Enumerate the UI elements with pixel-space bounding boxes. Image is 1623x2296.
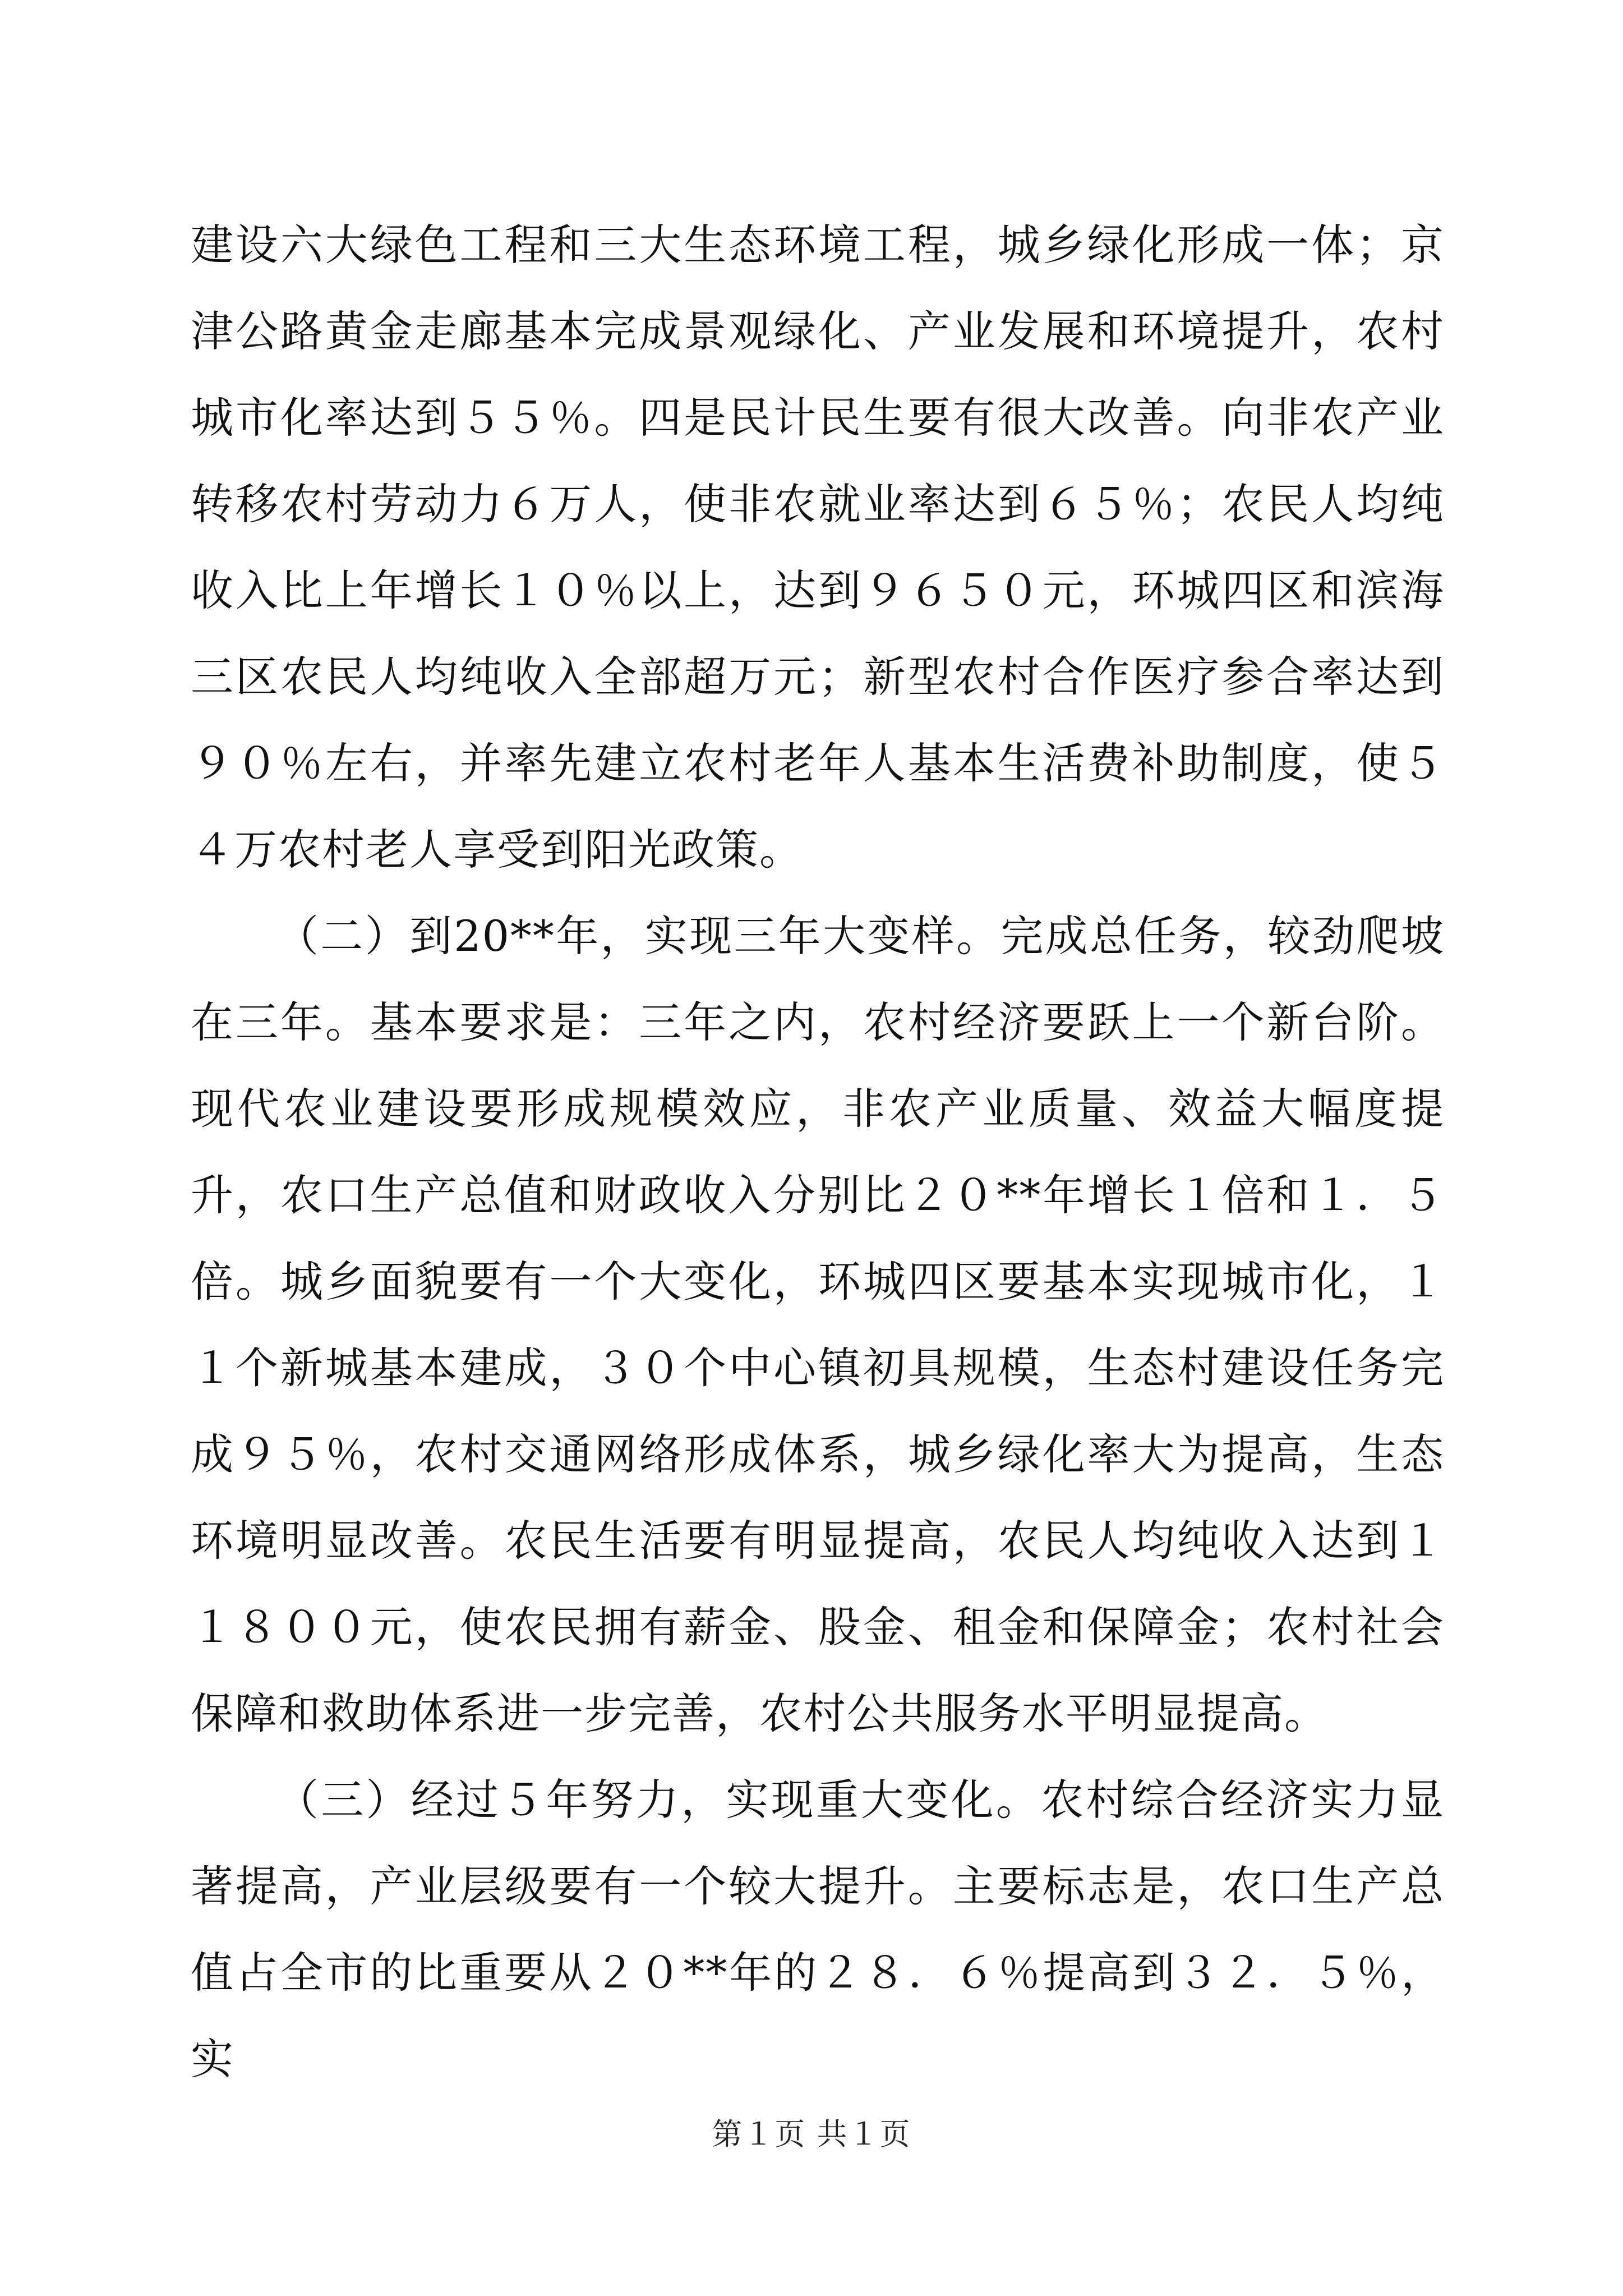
paragraph-section-three: （三）经过５年努力，实现重大变化。农村综合经济实力显著提高，产业层级要有一个较大提升。主要标志是，农口生产总值占全市的比重要从２０**年的２８．６％提高到３２．５％，实 [191,1775,1445,2084]
paragraph-section-two: （二）到20**年，实现三年大变样。完成总任务，较劲爬坡在三年。基本要求是：三年之内，农村经济要跃上一个新台阶。现代农业建设要形成规模效应，非农产业质量、效益大幅度提升，农口生产总值和财政收入分别比２０**年增长１倍和１．５倍。城乡面貌要有一个大变化，环城四区要基本实现城市化，１１个新城基本建成，３０个中心镇初具规模，生态村建设任务完成９５％，农村交通网络形成体系，城乡绿化率大为提高，生态环境明显改善。农民生活要有明显提高，农民人均纯收入达到１１８００元，使农民拥有薪金、股金、租金和保障金；农村社会保障和救助体系进一步完善，农村公共服务水平明显提高。 [191,911,1445,1738]
document-body [191,202,1445,2102]
page-number-footer: 第１页 共１页 [712,2116,911,2152]
paragraph-continuation: 建设六大绿色工程和三大生态环境工程，城乡绿化形成一体；京津公路黄金走廊基本完成景观绿化、产业发展和环境提升，农村城市化率达到５５％。四是民计民生要有很大改善。向非农产业转移农村劳动力６万人，使非农就业率达到６５％；农民人均纯收入比上年增长１０％以上，达到９６５０元，环城四区和滨海三区农民人均纯收入全部超万元；新型农村合作医疗参合率达到９０％左右，并率先建立农村老年人基本生活费补助制度，使５４万农村老人享受到阳光政策。 [191,220,1445,875]
